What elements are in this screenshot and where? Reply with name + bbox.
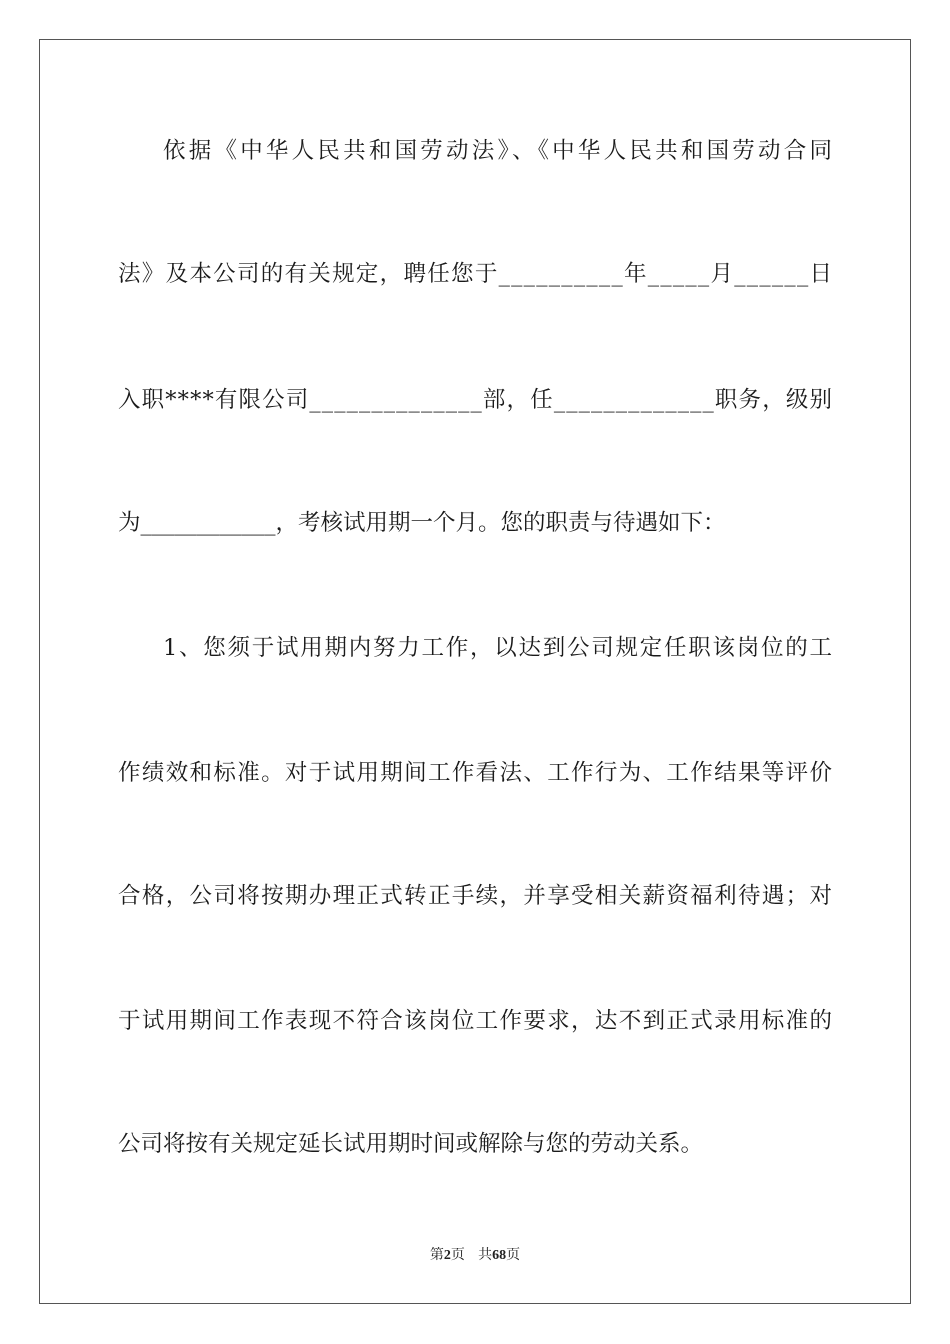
text-line: 作绩效和标准。对于试用期间工作看法、工作行为、工作结果等评价 bbox=[118, 760, 834, 786]
paragraph-2-line-3 bbox=[118, 876, 832, 916]
paragraph-2-line-2 bbox=[118, 753, 832, 793]
text-line: 依据《中华人民共和国劳动法》、《中华人民共和国劳动合同 bbox=[163, 138, 836, 164]
paragraph-1-line-2 bbox=[118, 254, 832, 294]
paragraph-2-line-1 bbox=[118, 628, 832, 668]
page-number: 2 bbox=[443, 1248, 451, 1263]
text-line: 于试用期间工作表现不符合该岗位工作要求，达不到正式录用标准的 bbox=[118, 1008, 834, 1034]
total-prefix: 共 bbox=[478, 1247, 493, 1263]
paragraph-1-line-3 bbox=[118, 380, 832, 420]
paragraph-1-line-1 bbox=[118, 131, 836, 171]
paragraph-2-line-5 bbox=[118, 1124, 832, 1164]
text-line: 法》及本公司的有关规定，聘任您于__________年_____月______日 bbox=[118, 261, 834, 287]
text-line: 公司将按有关规定延长试用期时间或解除与您的劳动关系。 bbox=[118, 1131, 704, 1157]
page-suffix: 页 bbox=[450, 1247, 465, 1263]
text-line: 为____________，考核试用期一个月。您的职责与待遇如下： bbox=[118, 510, 726, 536]
paragraph-2-line-4 bbox=[118, 1001, 832, 1041]
text-line: 入职****有限公司______________部，任_____________职务，级别 bbox=[118, 387, 834, 413]
page-border bbox=[39, 39, 911, 1304]
page-prefix: 第 bbox=[429, 1247, 444, 1263]
text-line: 合格，公司将按期办理正式转正手续，并享受相关薪资福利待遇；对 bbox=[118, 883, 834, 909]
page-footer bbox=[0, 1244, 950, 1264]
paragraph-1-line-4 bbox=[118, 503, 832, 543]
total-pages: 68 bbox=[492, 1248, 507, 1263]
text-line: 1、您须于试用期内努力工作，以达到公司规定任职该岗位的工 bbox=[163, 635, 834, 661]
total-suffix: 页 bbox=[506, 1247, 521, 1263]
